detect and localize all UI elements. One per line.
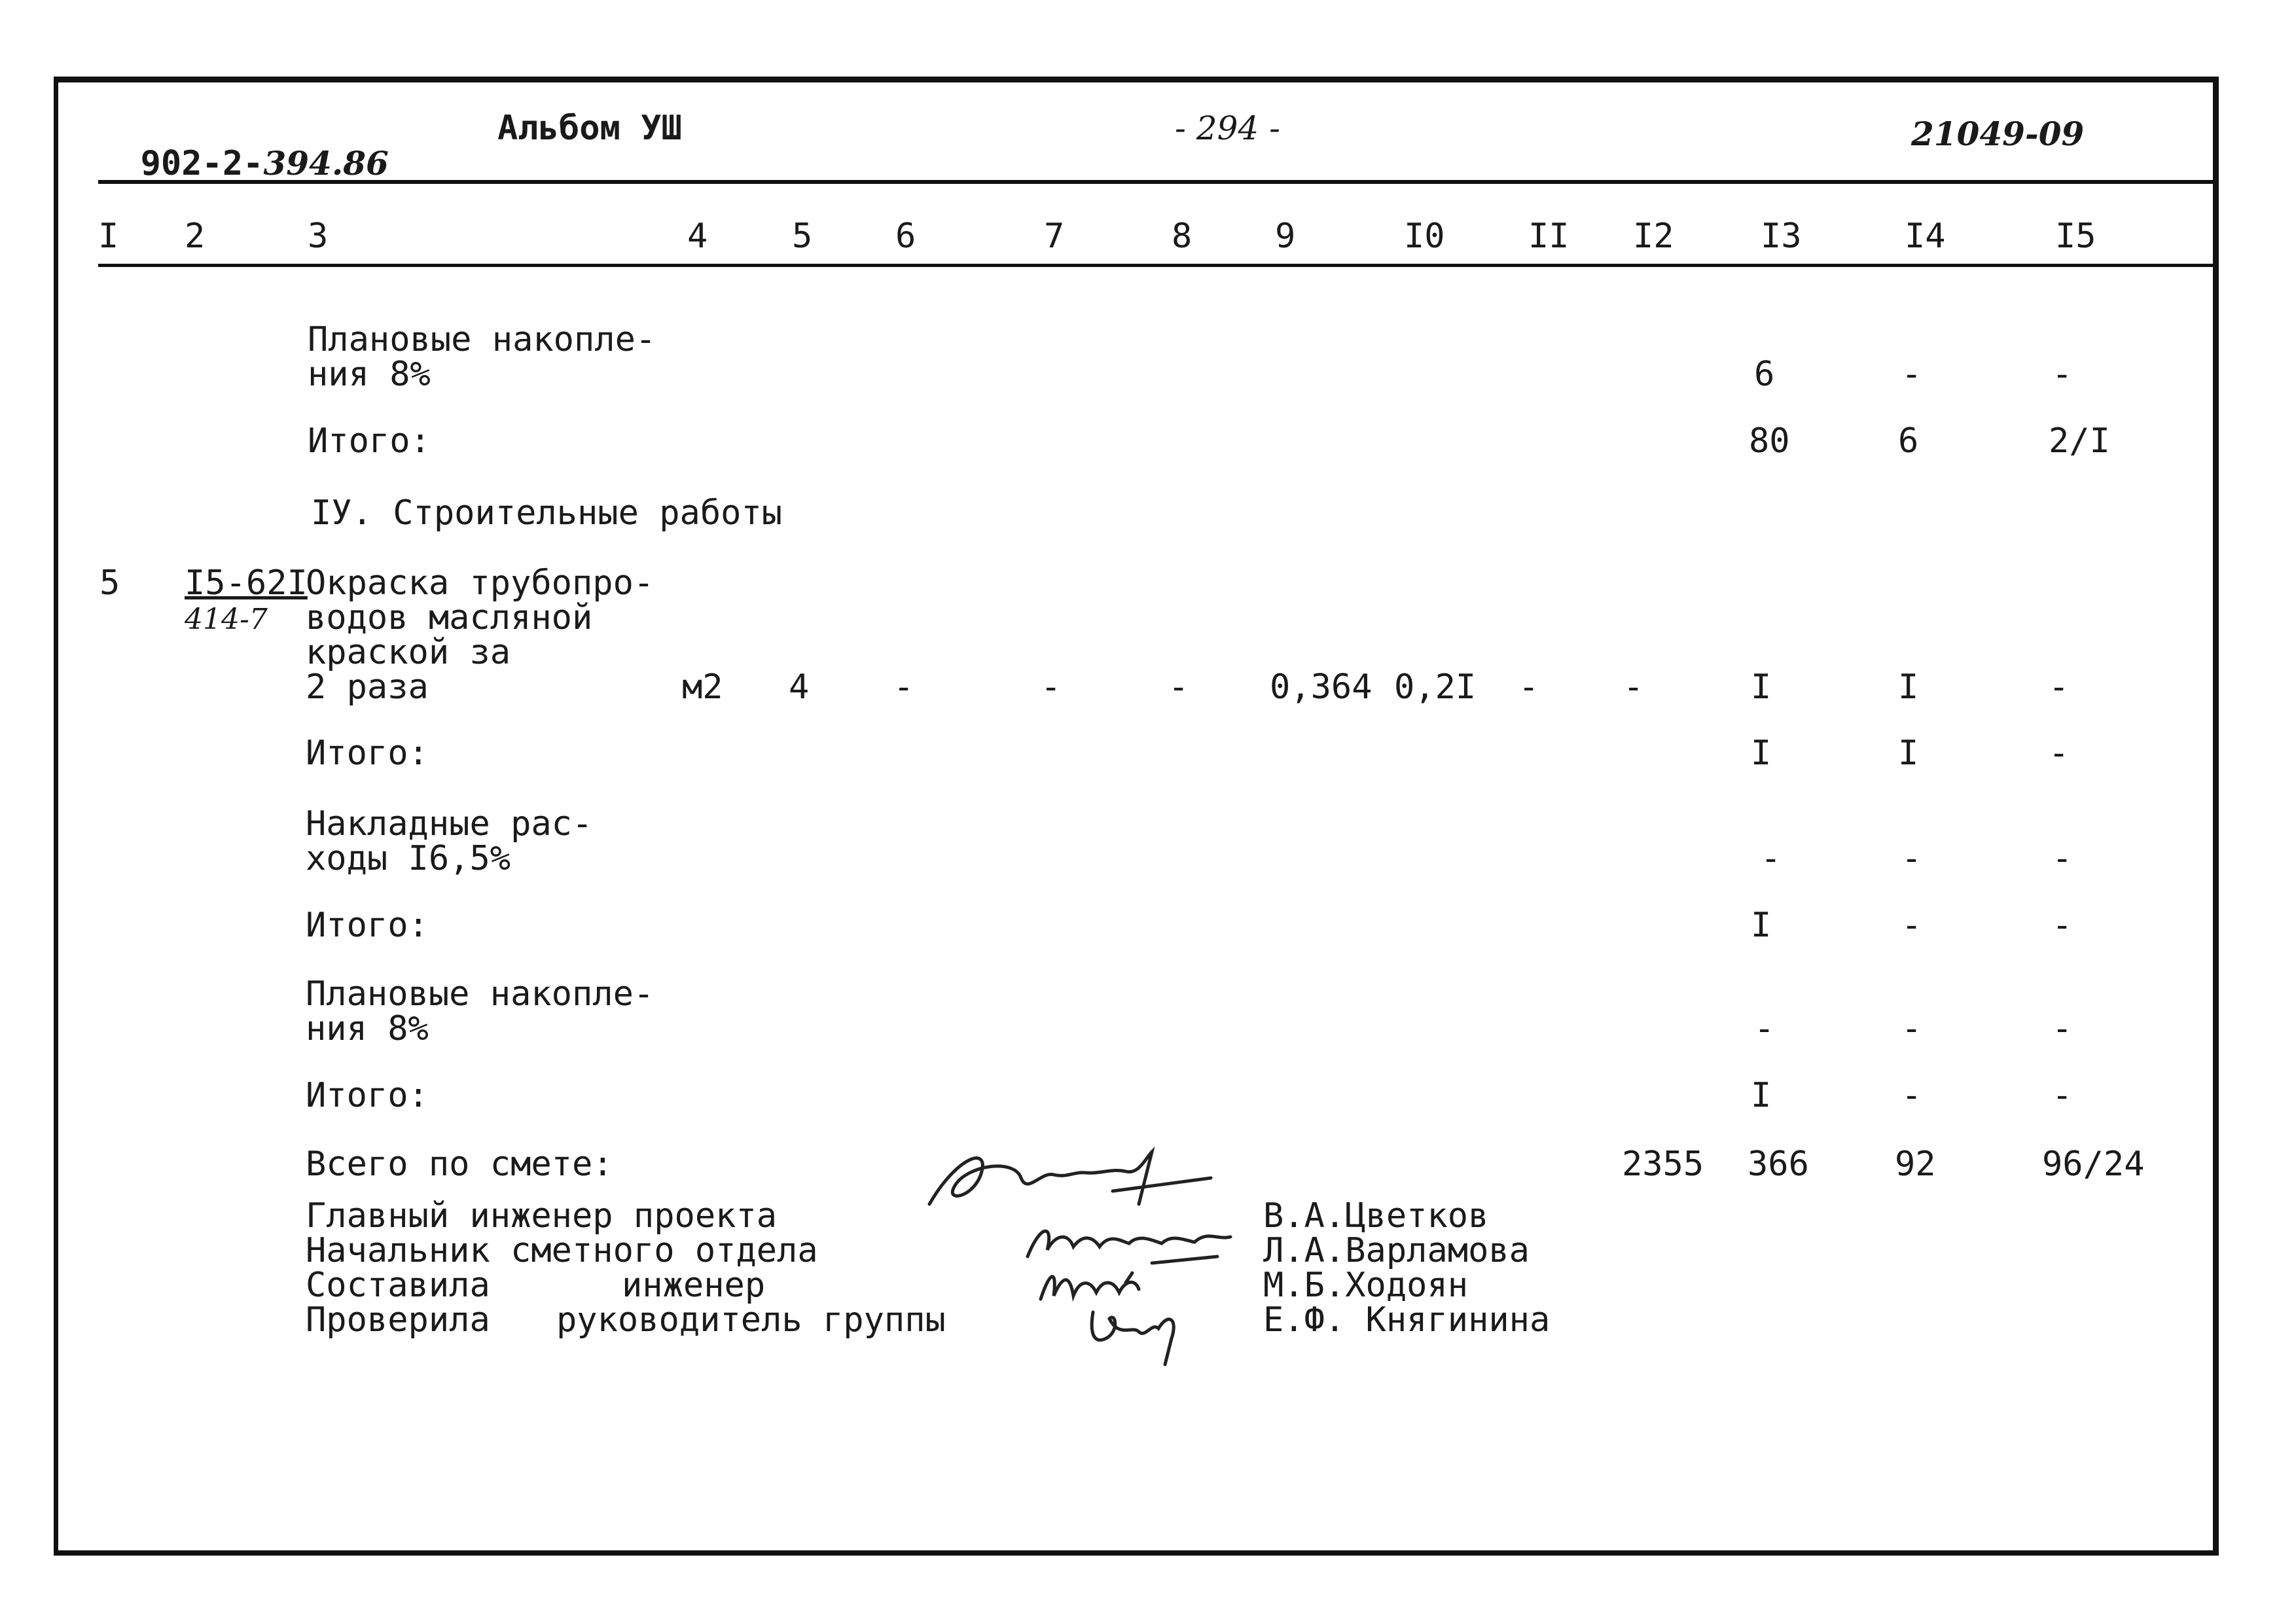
row-label-cont: ходы I6,5%	[306, 839, 511, 878]
col-9: 9	[1275, 217, 1296, 256]
signer-role: Составила	[306, 1266, 490, 1305]
col-5: 5	[792, 217, 813, 256]
cell-c14: -	[1901, 1009, 1922, 1048]
cell-c15: -	[2052, 839, 2073, 878]
doc-code-handwritten: 394.86	[263, 144, 389, 183]
cell-c14: -	[1901, 839, 1922, 878]
handwritten-signature-1	[916, 1132, 1224, 1224]
cell-c13: I	[1751, 906, 1772, 945]
signer-role: Начальник сметного отдела	[306, 1231, 818, 1270]
cell-c15: -	[2049, 734, 2070, 773]
cell-c15: -	[2049, 668, 2070, 707]
row-label-cont: ния 8%	[306, 1009, 429, 1048]
cell-c14: -	[1901, 906, 1922, 945]
item-desc-2: водов масляной	[306, 598, 593, 637]
row-label: Итого:	[306, 1076, 429, 1115]
cell-c13: I	[1751, 734, 1772, 773]
col-6: 6	[895, 217, 916, 256]
cell-c15: -	[2052, 906, 2073, 945]
item-number: 5	[99, 563, 120, 603]
item-desc-3: краской за	[306, 633, 511, 672]
page-number: - 294 -	[1175, 109, 1281, 147]
row-label: Плановые накопле-	[306, 974, 655, 1014]
cell-c15: -	[2052, 1009, 2073, 1048]
cell-c13: 366	[1748, 1145, 1809, 1184]
row-label: Итого:	[306, 734, 429, 773]
row-label: Всего по смете:	[306, 1145, 613, 1184]
cell-qty: 4	[789, 668, 810, 707]
item-code: I5-62I	[185, 563, 308, 603]
signer-role: Проверила	[306, 1300, 490, 1340]
cell-c13: I	[1751, 1076, 1772, 1115]
cell-c14: -	[1901, 1076, 1922, 1115]
signer-role: Главный инженер проекта	[306, 1196, 778, 1236]
cell-c7: -	[1041, 668, 1062, 707]
cell-c9: 0,364	[1270, 668, 1372, 707]
doc-code-prefix: 902-2-	[140, 144, 264, 183]
cell-c14: -	[1901, 355, 1922, 394]
signer-role-title: инженер	[622, 1266, 766, 1305]
cell-c6: -	[893, 668, 914, 707]
row-label-cont: ния 8%	[308, 355, 431, 394]
cell-c13: 80	[1749, 421, 1790, 461]
signer-name: Е.Ф. Княгинина	[1263, 1300, 1551, 1340]
cell-c15: 96/24	[2042, 1145, 2145, 1184]
col-4: 4	[687, 217, 708, 256]
col-10: I0	[1404, 217, 1445, 256]
row-label: Итого:	[308, 421, 431, 461]
cell-unit: м2	[682, 668, 723, 707]
col-14: I4	[1905, 217, 1946, 256]
col-12: I2	[1633, 217, 1674, 256]
col-7: 7	[1044, 217, 1065, 256]
sheet-code: 21049-09	[1911, 115, 2085, 153]
cell-c11: -	[1518, 668, 1539, 707]
signer-name: Л.А.Варламова	[1263, 1231, 1530, 1270]
cell-c15: -	[2052, 355, 2073, 394]
header-divider	[98, 180, 2219, 184]
album-title: Альбом УШ	[497, 109, 682, 148]
column-header-divider	[98, 264, 2219, 267]
cell-c8: -	[1168, 668, 1189, 707]
row-label: Итого:	[306, 906, 429, 945]
cell-c13: -	[1761, 839, 1782, 878]
row-label: Плановые накопле-	[308, 320, 656, 359]
signer-name: М.Б.Ходоян	[1263, 1266, 1469, 1305]
signer-role-title: руководитель группы	[556, 1300, 946, 1340]
cell-c13: -	[1754, 1009, 1775, 1048]
doc-code	[99, 111, 389, 181]
col-2: 2	[185, 217, 206, 256]
item-code-sub: 414-7	[185, 603, 268, 636]
section-heading: IУ. Строительные работы	[311, 493, 783, 533]
handwritten-signature-4	[1080, 1299, 1198, 1371]
cell-c15: 2/I	[2049, 421, 2110, 461]
cell-c14: I	[1898, 668, 1919, 707]
cell-c13: I	[1751, 668, 1772, 707]
item-desc-4: 2 раза	[306, 668, 429, 707]
cell-c14: 6	[1898, 421, 1919, 461]
cell-c10: 0,2I	[1394, 668, 1477, 707]
cell-c12: -	[1623, 668, 1644, 707]
row-label: Накладные рас-	[306, 804, 593, 844]
col-3: 3	[308, 217, 329, 256]
cell-c15: -	[2052, 1076, 2073, 1115]
cell-c14: I	[1898, 734, 1919, 773]
col-15: I5	[2055, 217, 2096, 256]
col-13: I3	[1761, 217, 1802, 256]
cell-c14: 92	[1895, 1145, 1936, 1184]
col-11: II	[1528, 217, 1570, 256]
item-desc-1: Окраска трубопро-	[306, 563, 655, 603]
col-1: I	[98, 217, 119, 256]
col-8: 8	[1172, 217, 1193, 256]
signer-name: В.А.Цветков	[1263, 1196, 1489, 1236]
cell-c13: 6	[1754, 355, 1775, 394]
cell-c12: 2355	[1622, 1145, 1704, 1184]
